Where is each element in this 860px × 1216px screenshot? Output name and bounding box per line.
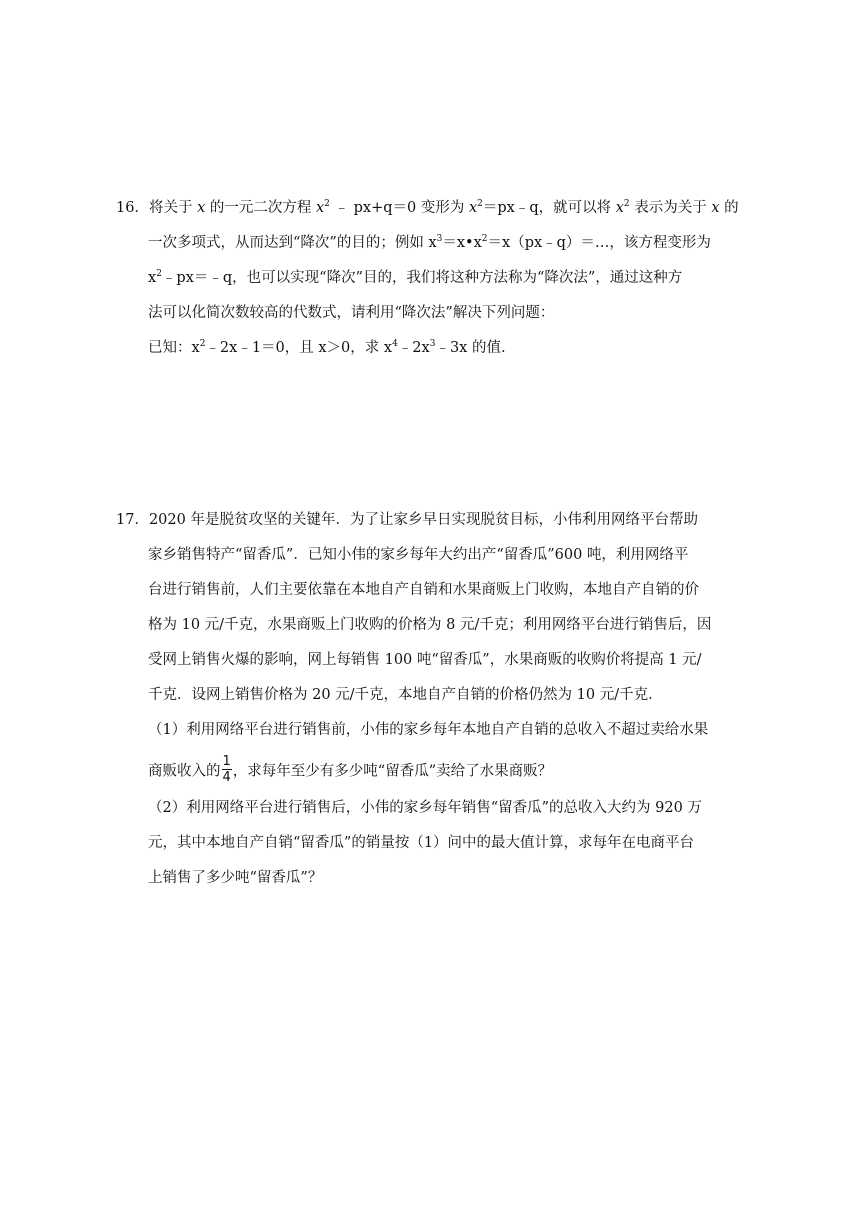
q16-text: ﹣2x (397, 340, 430, 356)
q17-part2-line-1: （2）利用网络平台进行销售后，小伟的家乡每年销售“留香瓜”的总收入大约为 920 万 (148, 800, 702, 816)
var-x: x (197, 200, 206, 216)
q16-line-5 (148, 338, 506, 358)
equation-text: ＝px﹣q，就可以将 (482, 200, 616, 216)
var-x: x (148, 270, 157, 286)
exponent: 3 (436, 234, 443, 244)
var-x: x (615, 200, 624, 216)
equation-text: ﹣ px+q＝0 变形为 (329, 200, 469, 216)
exponent: 2 (477, 199, 483, 209)
q17-text: 商贩收入的 (148, 763, 221, 780)
q16-number: 16． (116, 200, 149, 216)
exponent: 2 (199, 339, 206, 349)
exponent: 2 (481, 234, 488, 244)
q17-line-6: 千克．设网上销售价格为 20 元/千克，本地自产自销的价格仍然为 10 元/千克． (148, 687, 663, 703)
exponent: 2 (623, 199, 630, 209)
q16-line-2 (148, 233, 711, 253)
q16-text: 表示为关于 (629, 200, 712, 216)
q16-text: ﹣2x﹣1＝0，且 x＞0，求 x (205, 340, 393, 356)
q16-text: 一次多项式，从而达到“降次”的目的；例如 (148, 235, 429, 251)
var-x: x (711, 200, 720, 216)
fraction-denominator: 4 (222, 770, 231, 785)
q16-text: 已知：x (148, 340, 200, 356)
q17-text: ，求每年至少有多少吨“留香瓜”卖给了水果商贩？ (232, 763, 553, 780)
q17-line-5: 受网上销售火爆的影响，网上每销售 100 吨“留香瓜”，水果商贩的收购价将提高 1 元/ (148, 652, 702, 668)
q17-line-4: 格为 10 元/千克，水果商贩上门收购的价格为 8 元/千克；利用网络平台进行销售后，因 (148, 617, 712, 633)
q17-line-2: 家乡销售特产“留香瓜”．已知小伟的家乡每年大约出产“留香瓜”600 吨，利用网络平 (148, 547, 689, 563)
exponent: 2 (324, 199, 330, 209)
q16-line-1 (116, 198, 739, 218)
q16-text: ﹣3x 的值. (435, 340, 506, 356)
fraction-one-quarter (222, 755, 232, 784)
q16-line-3 (148, 268, 682, 288)
fraction-numerator: 1 (222, 754, 231, 769)
var-x: x (428, 235, 437, 251)
q17-line-1: 17．2020 年是脱贫攻坚的关键年．为了让家乡早日实现脱贫目标，小伟利用网络平台帮助 (116, 512, 698, 528)
q17-line-3: 台进行销售前，人们主要依靠在本地自产自销和水果商贩上门收购，本地自产自销的价 (148, 582, 699, 598)
q16-text: ﹣px＝﹣q，也可以实现“降次”目的，我们将这种方法称为“降次法”，通过这种方 (161, 270, 683, 286)
q17-part1-line-1: （1）利用网络平台进行销售前，小伟的家乡每年本地自产自销的总收入不超过卖给水果 (148, 722, 709, 738)
var-x: x (468, 200, 478, 216)
q16-text: 将关于 (148, 200, 198, 216)
q17-part2-line-3: 上销售了多少吨“留香瓜”？ (148, 870, 323, 886)
equation-text: ＝x（px﹣q）＝…，该方程变形为 (487, 235, 711, 251)
exponent: 4 (392, 339, 398, 349)
var-x: x (315, 200, 325, 216)
exponent: 2 (156, 269, 162, 279)
q16-text: 的一元二次方程 (205, 200, 316, 216)
q16-text: 的 (719, 200, 739, 216)
q16-line-4: 法可以化简次数较高的代数式，请利用“降次法”解决下列问题： (148, 305, 555, 321)
exponent: 3 (429, 339, 436, 349)
q17-part1-line-2 (148, 754, 553, 786)
equation-text: ＝x•x (442, 235, 482, 251)
q17-part2-line-2: 元，其中本地自产自销“留香瓜”的销量按（1）问中的最大值计算，求每年在电商平台 (148, 835, 695, 851)
